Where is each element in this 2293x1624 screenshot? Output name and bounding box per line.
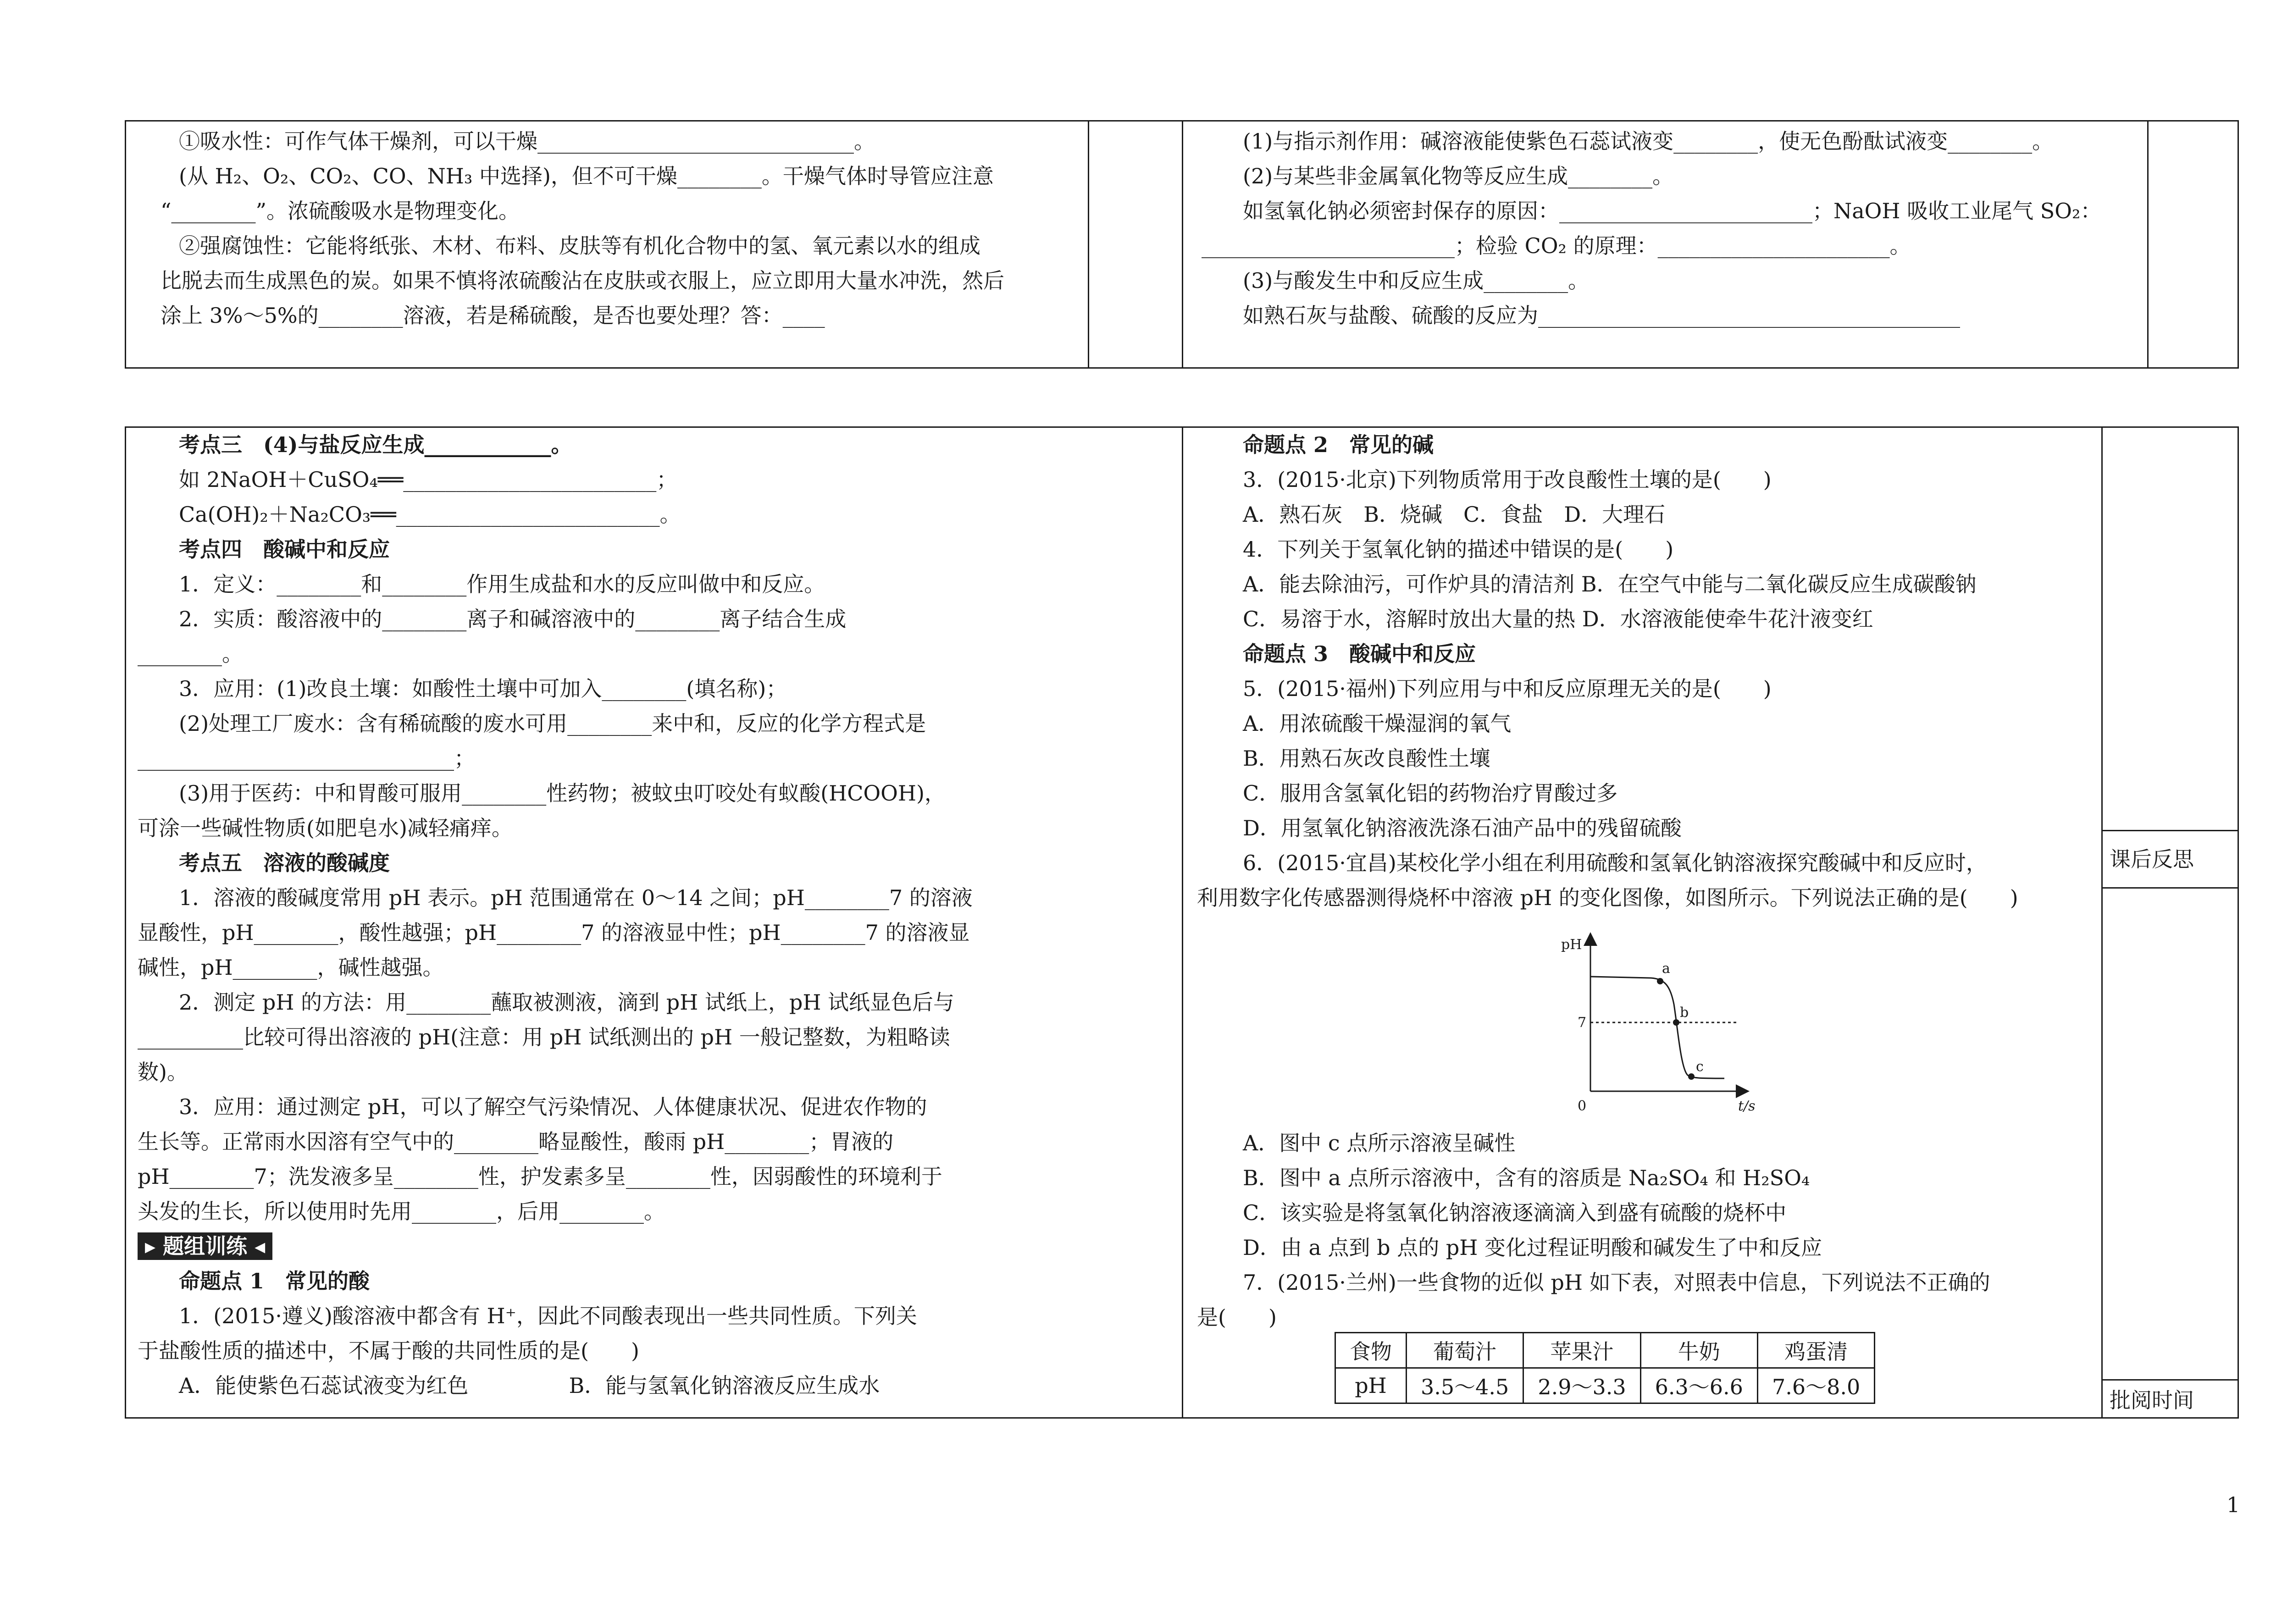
text-line: ②强腐蚀性：它能将纸张、木材、布料、皮肤等有机化合物中的氢、氧元素以水的组成 <box>179 233 980 258</box>
table-cell: 3.5～4.5 <box>1407 1368 1523 1403</box>
text-line: 头发的生长，所以使用时先用________，后用________。 <box>138 1199 665 1224</box>
text-line: C．易溶于水，溶解时放出大量的热 D．水溶液能使牵牛花汁液变红 <box>1243 607 1873 631</box>
text-line: 3．应用：通过测定 pH，可以了解空气污染情况、人体健康状况、促进农作物的 <box>179 1094 927 1119</box>
text-line: B．用熟石灰改良酸性土壤 <box>1243 746 1490 771</box>
label-b: b <box>1680 1005 1689 1021</box>
text-line: pH________7；洗发液多呈________性，护发素多呈________性，因弱酸性的环境利于 <box>138 1164 942 1189</box>
ph-curve <box>1590 977 1724 1078</box>
question-6: 6．(2015·宜昌)某校化学小组在利用硫酸和氢氧化钠溶液探究酸碱中和反应时， <box>1243 851 1987 875</box>
bottom-left-text <box>138 427 1174 1403</box>
side-divider-top <box>2101 830 2239 831</box>
label-a: a <box>1662 961 1670 977</box>
text-line: 2．测定 pH 的方法：用________蘸取被测液，滴到 pH 试纸上，pH 试纸显色后与 <box>179 990 955 1015</box>
text-line: (3)用于医药：中和胃酸可服用________性药物；被蚊虫叮咬处有蚁酸(HCOOH)， <box>179 781 946 806</box>
practice-tag: ▸ 题组训练 ◂ <box>138 1232 272 1260</box>
text-line: 显酸性，pH________，酸性越强；pH________7 的溶液显中性；pH________7 的溶液显 <box>138 920 970 945</box>
question-1: 1．(2015·遵义)酸溶液中都含有 H⁺，因此不同酸表现出一些共同性质。下列关 <box>179 1304 917 1328</box>
text-line: Ca(OH)₂＋Na₂CO₃══_________________________。 <box>179 502 681 527</box>
text-line: A．能去除油污，可作炉具的清洁剂 B．在空气中能与二氧化碳反应生成碳酸钠 <box>1243 572 1977 597</box>
text-line: D．用氢氧化钠溶液洗涤石油产品中的残留硫酸 <box>1243 816 1682 840</box>
top-mid-cell <box>1088 120 1183 369</box>
text-line: C．服用含氢氧化铝的药物治疗胃酸过多 <box>1243 781 1618 806</box>
option-d: D．由 a 点到 b 点的 pH 变化过程证明酸和碱发生了中和反应 <box>1243 1235 1822 1260</box>
text-line: ________________________；检验 CO₂ 的原理：______________________。 <box>1202 233 1911 258</box>
table-cell: 牛奶 <box>1640 1333 1757 1368</box>
text-line: 涂上 3%～5%的________溶液，若是稀硫酸，是否也要处理？答：____ <box>161 303 825 328</box>
text-line: (3)与酸发生中和反应生成________。 <box>1243 268 1590 293</box>
reflection-label: 课后反思 <box>2110 847 2194 872</box>
bottom-right-text <box>1197 427 2096 915</box>
table-cell: 食物 <box>1335 1333 1407 1368</box>
text-line: 数)。 <box>138 1060 188 1084</box>
option-b: B．图中 a 点所示溶液中，含有的溶质是 Na₂SO₄ 和 H₂SO₄ <box>1243 1166 1810 1190</box>
table-cell: pH <box>1335 1368 1407 1403</box>
question-5: 5．(2015·福州)下列应用与中和反应原理无关的是( ) <box>1243 676 1772 701</box>
text-line: (2)与某些非金属氧化物等反应生成________。 <box>1243 164 1674 188</box>
text-line: 碱性，pH________，碱性越强。 <box>138 955 444 980</box>
point-c <box>1688 1073 1695 1080</box>
question-6-options <box>1197 1126 2096 1335</box>
text-line: 3．应用：(1)改良土壤：如酸性土壤中可加入________(填名称)； <box>179 676 787 701</box>
practice-tag-label: 题组训练 <box>163 1234 248 1259</box>
section-heading: 命题点 1 常见的酸 <box>179 1269 370 1293</box>
text-line: ________。 <box>138 641 243 666</box>
text-line: 比脱去而生成黑色的炭。如果不慎将浓硫酸沾在皮肤或衣服上，应立即用大量水冲洗，然后 <box>161 268 1004 293</box>
text-line: 2．实质：酸溶液中的________离子和碱溶液中的________离子结合生成 <box>179 607 847 631</box>
review-time-label: 批阅时间 <box>2110 1388 2194 1413</box>
text-line: 如 2NaOH＋CuSO₄══________________________； <box>179 467 678 492</box>
side-divider-mid <box>2101 887 2239 889</box>
table-cell: 7.6～8.0 <box>1757 1368 1874 1403</box>
bottom-side-cell <box>2101 426 2239 1419</box>
kaodian-3-line: 考点三 (4)与盐反应生成____________。 <box>179 432 572 457</box>
food-ph-table <box>1335 1332 1875 1404</box>
text-line: A．熟石灰 B．烧碱 C．食盐 D．大理石 <box>1243 502 1666 527</box>
text-line: 1．定义：________和________作用生成盐和水的反应叫做中和反应。 <box>179 572 825 597</box>
table-cell: 2.9～3.3 <box>1523 1368 1640 1403</box>
text-line: 利用数字化传感器测得烧杯中溶液 pH 的变化图像，如图所示。下列说法正确的是( ) <box>1197 885 2018 910</box>
text-line: ______________________________； <box>138 746 475 771</box>
side-divider-bottom <box>2101 1379 2239 1381</box>
top-right-text <box>1202 124 2142 333</box>
option-a: A．能使紫色石蕊试液变为红色 <box>179 1373 469 1398</box>
text-line: 如熟石灰与盐酸、硫酸的反应为________________________________________ <box>1243 303 1960 328</box>
table-cell: 苹果汁 <box>1523 1333 1640 1368</box>
table-cell: 6.3～6.6 <box>1640 1368 1757 1403</box>
section-heading: 考点四 酸碱中和反应 <box>179 537 390 562</box>
option-c: C．该实验是将氢氧化钠溶液逐滴滴入到盛有硫酸的烧杯中 <box>1243 1200 1787 1225</box>
text-line: 于盐酸性质的描述中，不属于酸的共同性质的是( ) <box>138 1338 639 1363</box>
top-side-cell <box>2147 120 2239 369</box>
text-line: “________”。浓硫酸吸水是物理变化。 <box>161 199 520 223</box>
table-row <box>1335 1368 1875 1403</box>
question-4: 4．下列关于氢氧化钠的描述中错误的是( ) <box>1243 537 1674 562</box>
top-left-text <box>161 124 1078 333</box>
text-line: 1．溶液的酸碱度常用 pH 表示。pH 范围通常在 0～14 之间；pH________7 的溶液 <box>179 885 973 910</box>
section-heading: 考点五 溶液的酸碱度 <box>179 851 390 875</box>
text-line: 如氢氧化钠必须密封保存的原因：________________________；NaOH 吸收工业尾气 SO₂： <box>1243 199 2102 223</box>
question-7: 7．(2015·兰州)一些食物的近似 pH 如下表，对照表中信息，下列说法不正确的 <box>1243 1270 1990 1295</box>
question-3: 3．(2015·北京)下列物质常用于改良酸性土壤的是( ) <box>1243 467 1772 492</box>
option-a: A．图中 c 点所示溶液呈碱性 <box>1243 1131 1516 1155</box>
point-b <box>1673 1019 1679 1026</box>
text-line: 可涂一些碱性物质(如肥皂水)减轻痛痒。 <box>138 816 513 840</box>
page-number: 1 <box>2227 1492 2240 1517</box>
text-line: ①吸水性：可作气体干燥剂，可以干燥______________________________。 <box>179 129 875 154</box>
text-line: 是( ) <box>1197 1305 1277 1330</box>
table-cell: 葡萄汁 <box>1407 1333 1523 1368</box>
graph-ph7-tick: 7 <box>1578 1015 1587 1031</box>
point-a <box>1657 978 1663 984</box>
ph-graph <box>1550 931 1761 1123</box>
section-heading: 命题点 2 常见的碱 <box>1243 432 1434 457</box>
table-row <box>1335 1333 1875 1368</box>
table-cell: 鸡蛋清 <box>1757 1333 1874 1368</box>
graph-x-label: t/s <box>1738 1098 1756 1114</box>
option-b: B．能与氢氧化钠溶液反应生成水 <box>569 1373 880 1398</box>
text-line: A．用浓硫酸干燥湿润的氧气 <box>1243 711 1512 736</box>
graph-origin: 0 <box>1578 1098 1587 1114</box>
label-c: c <box>1696 1059 1704 1075</box>
graph-y-label: pH <box>1561 937 1582 953</box>
text-line: (1)与指示剂作用：碱溶液能使紫色石蕊试液变________，使无色酚酞试液变________。 <box>1243 129 2054 154</box>
text-line: (2)处理工厂废水：含有稀硫酸的废水可用________来中和，反应的化学方程式是 <box>179 711 926 736</box>
text-line: 生长等。正常雨水因溶有空气中的________略显酸性，酸雨 pH________；胃液的 <box>138 1129 894 1154</box>
section-heading: 命题点 3 酸碱中和反应 <box>1243 641 1476 666</box>
text-line: (从 H₂、O₂、CO₂、CO、NH₃ 中选择)，但不可干燥________。干燥气体时导管应注意 <box>179 164 994 188</box>
text-line: __________比较可得出溶液的 pH(注意：用 pH 试纸测出的 pH 一般记整数，为粗略读 <box>138 1025 950 1050</box>
